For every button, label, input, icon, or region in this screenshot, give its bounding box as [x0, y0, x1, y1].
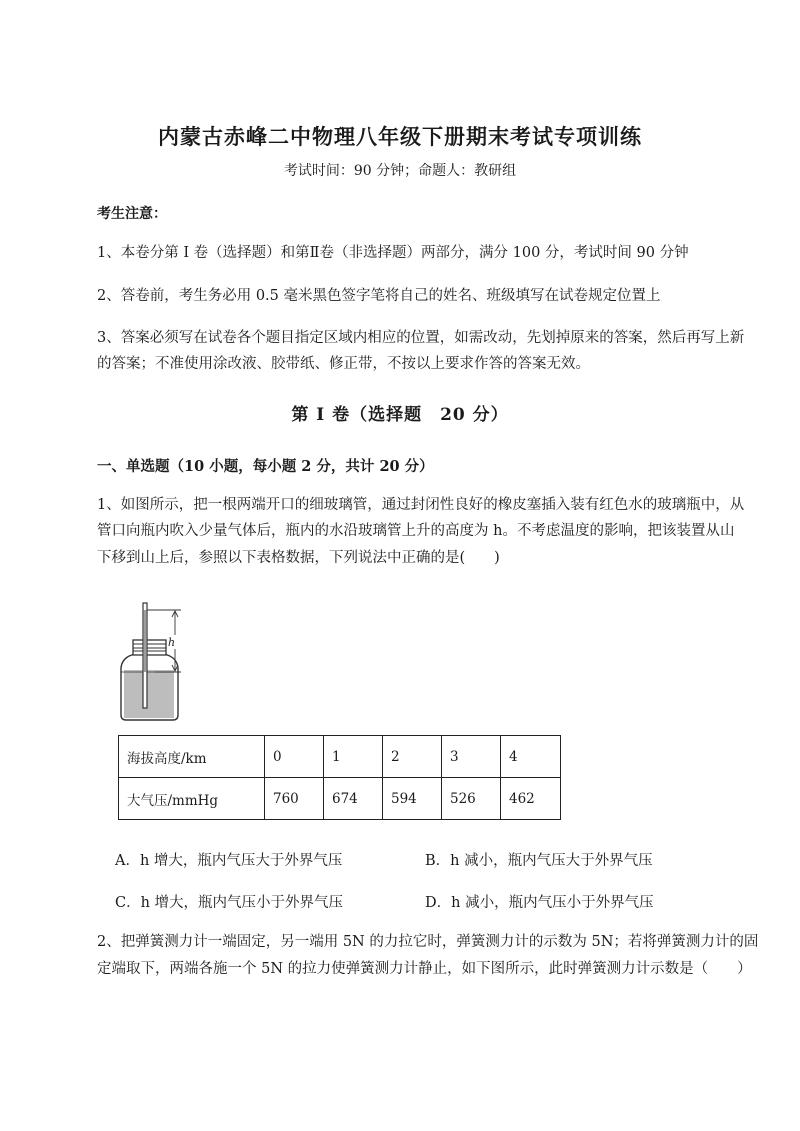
table-cell: 2: [383, 736, 442, 778]
q1-line-2: 管口向瓶内吹入少量气体后，瓶内的水沿玻璃管上升的高度为 h。不考虑温度的影响，把该装置从山: [97, 523, 735, 539]
altitude-pressure-table: [118, 735, 561, 820]
table-cell: 大气压/mmHg: [119, 778, 265, 820]
notice-item-3-cont: 的答案；不准使用涂改液、胶带纸、修正带，不按以上要求作答的答案无效。: [97, 356, 590, 372]
exam-info: 考试时间：90 分钟；命题人：教研组: [283, 163, 517, 179]
q2-line-1: 2、把弹簧测力计一端固定，另一端用 5N 的力拉它时，弹簧测力计的示数为 5N；若将弹簧测力计的固: [97, 934, 759, 950]
table-cell: 674: [324, 778, 383, 820]
table-cell: 0: [265, 736, 324, 778]
q1-option-a[interactable]: A．h 增大，瓶内气压大于外界气压: [115, 853, 343, 869]
q1-line-1: 1、如图所示，把一根两端开口的细玻璃管，通过封闭性良好的橡皮塞插入装有红色水的玻璃瓶中，从: [97, 497, 745, 513]
notice-item-3: 3、答案必须写在试卷各个题目指定区域内相应的位置，如需改动，先划掉原来的答案，然后再写上新: [97, 330, 745, 346]
part-heading: 一、单选题（10 小题，每小题 2 分，共计 20 分）: [97, 458, 434, 475]
table-cell: 760: [265, 778, 324, 820]
notice-item-2: 2、答卷前，考生务必用 0.5 毫米黑色签字笔将自己的姓名、班级填写在试卷规定位置上: [97, 288, 661, 304]
table-cell: 1: [324, 736, 383, 778]
q1-line-3: 下移到山上后，参照以下表格数据，下列说法中正确的是( ): [97, 550, 500, 566]
q2-line-2: 定端取下，两端各施一个 5N 的拉力使弹簧测力计静止，如下图所示，此时弹簧测力计示数是（ ）: [97, 961, 752, 977]
table-cell: 594: [383, 778, 442, 820]
table-cell: 462: [501, 778, 561, 820]
notice-heading: 考生注意：: [97, 206, 167, 222]
table-cell: 4: [501, 736, 561, 778]
section-title: 第 I 卷（选择题 20 分）: [291, 405, 509, 425]
height-label: h: [168, 636, 176, 649]
table-row: [119, 736, 561, 778]
page-title: 内蒙古赤峰二中物理八年级下册期末考试专项训练: [158, 124, 642, 149]
bottle-water: [124, 670, 174, 718]
table-cell: 海拔高度/km: [119, 736, 265, 778]
table-cell: 3: [442, 736, 501, 778]
bottle-diagram: [115, 600, 195, 725]
q1-option-d[interactable]: D．h 减小，瓶内气压小于外界气压: [425, 895, 654, 911]
q1-option-b[interactable]: B．h 减小，瓶内气压大于外界气压: [425, 853, 653, 869]
q1-option-c[interactable]: C．h 增大，瓶内气压小于外界气压: [115, 895, 344, 911]
notice-item-1: 1、本卷分第 I 卷（选择题）和第Ⅱ卷（非选择题）两部分，满分 100 分，考试时间 90 分钟: [97, 245, 689, 261]
table-row: [119, 778, 561, 820]
table-cell: 526: [442, 778, 501, 820]
